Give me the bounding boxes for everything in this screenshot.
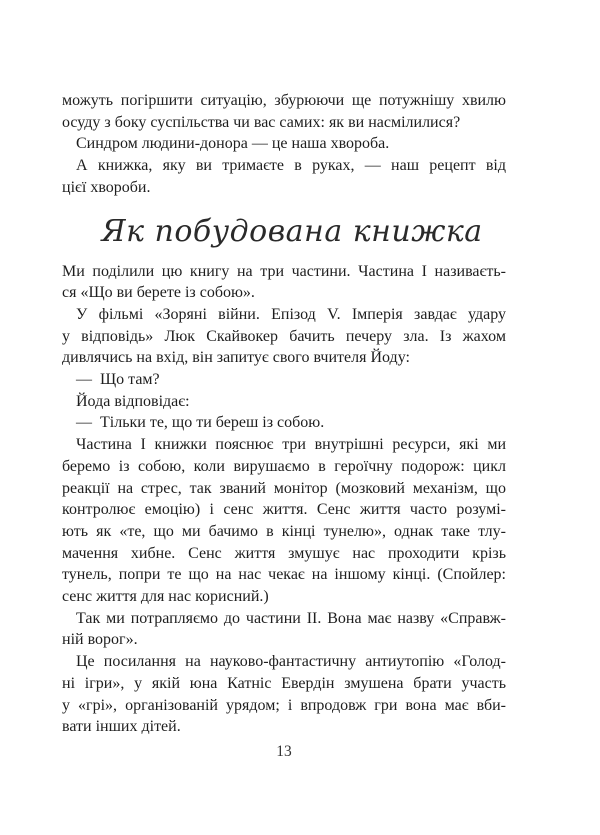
text-line: Так ми потрапляємо до частини II. Вона має назву «Справж- xyxy=(76,609,506,627)
text-line: Йода відповідає: xyxy=(76,392,190,410)
text-line: — Що там? xyxy=(76,371,160,389)
text-line: — Тільки те, що ти береш із собою. xyxy=(76,414,325,432)
body-text xyxy=(62,90,506,761)
chapter-heading: Як побудована книжка xyxy=(101,213,483,249)
text-line: тунель, попри те що на нас чекає на іншому кінці. (Спойлер: xyxy=(62,566,506,584)
text-line: вати інших дітей. xyxy=(62,718,181,736)
paragraph xyxy=(62,133,506,155)
paragraph-dialogue xyxy=(62,412,506,434)
text-line: ся «Що ви берете із собою». xyxy=(62,284,255,302)
text-line: сенс життя для нас корисний.) xyxy=(62,588,269,606)
paragraph xyxy=(62,90,506,133)
paragraph xyxy=(62,261,506,304)
text-line: реакції на стрес, так званий монітор (мозковий механізм, що xyxy=(62,479,506,497)
paragraph xyxy=(62,391,506,413)
paragraph xyxy=(62,608,506,651)
text-line: контролює емоцію) і сенс життя. Сенс життя часто розумі- xyxy=(62,501,506,519)
text-line: ній ворог». xyxy=(62,631,138,649)
text-line: ють як «те, що ми бачимо в кінці тунелю», однак таке тлу- xyxy=(62,522,506,540)
text-line: Це посилання на науково-фантастичну антиутопію «Голод- xyxy=(76,653,506,671)
paragraph xyxy=(62,155,506,198)
text-line: у «грі», організованій урядом; і впродовж гри вона має вби- xyxy=(62,696,506,714)
paragraph xyxy=(62,434,506,608)
text-line: дивлячись на вхід, він запитує свого вчителя Йоду: xyxy=(62,349,410,367)
text-line: у відповідь» Люк Скайвокер бачить печеру зла. Із жахом xyxy=(62,327,506,345)
paragraph-dialogue xyxy=(62,369,506,391)
text-line: У фільмі «Зоряні війни. Епізод V. Імперія завдає удару xyxy=(76,305,506,323)
text-line: осуду з боку суспільства чи вас самих: як ви насмілилися? xyxy=(62,113,461,131)
paragraph xyxy=(62,304,506,369)
text-line: беремо із собою, коли вирушаємо в героїчну подорож: цикл xyxy=(62,457,506,475)
text-line: можуть погіршити ситуацію, збурюючи ще потужнішу хвилю xyxy=(62,92,506,109)
text-line: ні ігри», у якій юна Катніс Евердін змушена брати участь xyxy=(62,674,506,692)
text-line: Частина I книжки пояснює три внутрішні ресурси, які ми xyxy=(76,436,506,454)
paragraph xyxy=(62,651,506,738)
text-line: Ми поділили цю книгу на три частини. Частина I називаєть- xyxy=(62,262,506,280)
text-line: Синдром людини-донора — це наша хвороба. xyxy=(76,135,390,153)
page-number: 13 xyxy=(276,742,292,760)
text-line: цієї хвороби. xyxy=(62,178,151,196)
text-line: А книжка, яку ви тримаєте в руках, — наш рецепт від xyxy=(76,157,506,175)
text-line: мачення хибне. Сенс життя змушує нас проходити крізь xyxy=(62,544,506,562)
